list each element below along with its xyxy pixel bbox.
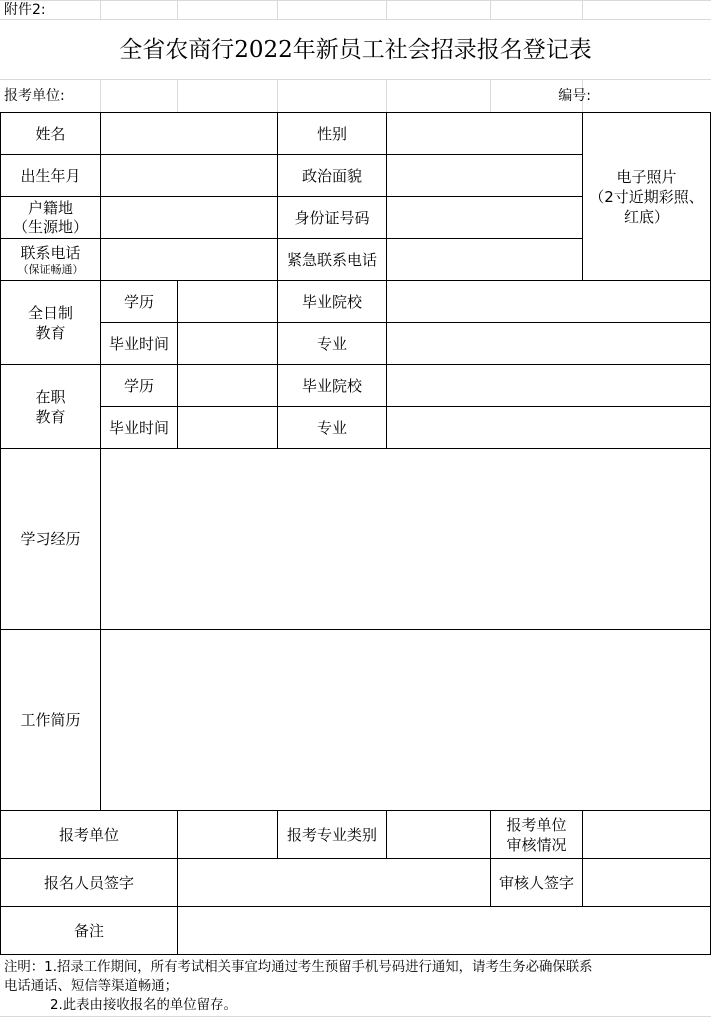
- remarks-label: 备注: [73, 921, 104, 940]
- sheet-gridline: [277, 80, 278, 112]
- page-title: 全省农商行2022年新员工社会招录报名登记表: [119, 36, 592, 63]
- fulltime-degree-field[interactable]: [178, 281, 277, 322]
- emergency-phone-label: 紧急联系电话: [286, 250, 377, 269]
- fulltime-grad-time-label: 毕业时间: [108, 334, 169, 353]
- inservice-edu-label-line1: 在职: [35, 387, 66, 406]
- fulltime-edu-label-line1: 全日制: [27, 303, 73, 322]
- apply-category-label: 报考专业类别: [286, 825, 377, 844]
- sheet-gridline: [177, 80, 178, 112]
- gender-label: 性别: [316, 124, 347, 143]
- work-history-field[interactable]: [101, 630, 710, 810]
- apply-unit-field[interactable]: [178, 811, 277, 858]
- unit-header-label: 报考单位:: [4, 88, 65, 104]
- inservice-major-field[interactable]: [387, 407, 710, 448]
- number-header-label: 编号:: [558, 88, 591, 104]
- reviewer-signature-label: 审核人签字: [498, 873, 574, 892]
- name-label: 姓名: [35, 124, 66, 143]
- inservice-major-label: 专业: [316, 418, 347, 437]
- phone-field[interactable]: [101, 239, 277, 280]
- note-line-3: 2.此表由接收报名的单位留存。: [50, 998, 237, 1013]
- reviewer-signature-field[interactable]: [583, 859, 710, 906]
- photo-requirement-cont: 红底）: [623, 207, 669, 226]
- inservice-school-label: 毕业院校: [301, 376, 362, 395]
- photo-label: 电子照片: [616, 167, 677, 186]
- inservice-degree-label: 学历: [123, 376, 154, 395]
- applicant-signature-field[interactable]: [178, 859, 490, 906]
- name-field[interactable]: [101, 113, 277, 154]
- phone-label: [1, 239, 100, 280]
- sheet-gridline: [177, 0, 178, 20]
- sheet-gridline: [100, 0, 101, 20]
- sheet-gridline: [0, 0, 711, 1]
- table-border: [0, 954, 711, 955]
- inservice-edu-label-line2: 教育: [35, 407, 66, 426]
- inservice-grad-time-label: 毕业时间: [108, 418, 169, 437]
- birth-field[interactable]: [101, 155, 277, 196]
- photo-requirement: （2寸近期彩照、: [589, 187, 704, 206]
- politics-label: 政治面貌: [301, 166, 362, 185]
- sheet-gridline: [0, 79, 711, 80]
- sheet-gridline: [386, 80, 387, 112]
- inservice-grad-time-field[interactable]: [178, 407, 277, 448]
- sheet-gridline: [386, 0, 387, 20]
- id-number-label: 身份证号码: [294, 208, 370, 227]
- remarks-field[interactable]: [178, 907, 710, 954]
- phone-label-sub: （保证畅通）: [17, 262, 84, 276]
- annex-label: 附件2:: [4, 1, 46, 18]
- household-label-sub: （生源地）: [12, 217, 88, 236]
- inservice-school-field[interactable]: [387, 365, 710, 406]
- apply-unit-label: 报考单位: [58, 825, 119, 844]
- sheet-gridline: [582, 0, 583, 20]
- sheet-gridline: [277, 0, 278, 20]
- applicant-signature-label: 报名人员签字: [43, 873, 134, 892]
- sheet-gridline: [490, 0, 491, 20]
- fulltime-school-field[interactable]: [387, 281, 710, 322]
- inservice-degree-field[interactable]: [178, 365, 277, 406]
- fulltime-major-label: 专业: [316, 334, 347, 353]
- photo-cell[interactable]: [583, 113, 710, 280]
- household-field[interactable]: [101, 197, 277, 238]
- inservice-edu-label: [1, 365, 100, 448]
- study-history-field[interactable]: [101, 449, 710, 629]
- fulltime-degree-label: 学历: [123, 292, 154, 311]
- work-history-label: 工作简历: [20, 711, 81, 729]
- gender-field[interactable]: [387, 113, 582, 154]
- fulltime-school-label: 毕业院校: [301, 292, 362, 311]
- unit-review-label-line1: 报考单位: [506, 815, 567, 834]
- household-label: [1, 197, 100, 238]
- unit-review-field[interactable]: [583, 811, 710, 858]
- politics-field[interactable]: [387, 155, 582, 196]
- id-number-field[interactable]: [387, 197, 582, 238]
- fulltime-grad-time-field[interactable]: [178, 323, 277, 364]
- note-line-1: 注明：1.招录工作期间，所有考试相关事宜均通过考生预留手机号码进行通知，请考生务必确保联系: [4, 960, 593, 975]
- fulltime-edu-label: [1, 281, 100, 364]
- unit-review-label: [491, 811, 582, 858]
- study-history-label: 学习经历: [20, 530, 81, 548]
- note-line-2: 电话通话、短信等渠道畅通；: [4, 979, 179, 994]
- emergency-phone-field[interactable]: [387, 239, 582, 280]
- sheet-gridline: [100, 80, 101, 112]
- birth-label: 出生年月: [20, 166, 81, 185]
- phone-label-main: 联系电话: [20, 243, 81, 262]
- apply-category-field[interactable]: [387, 811, 490, 858]
- fulltime-major-field[interactable]: [387, 323, 710, 364]
- fulltime-edu-label-line2: 教育: [35, 323, 66, 342]
- household-label-main: 户籍地: [27, 198, 73, 217]
- unit-review-label-line2: 审核情况: [506, 835, 567, 854]
